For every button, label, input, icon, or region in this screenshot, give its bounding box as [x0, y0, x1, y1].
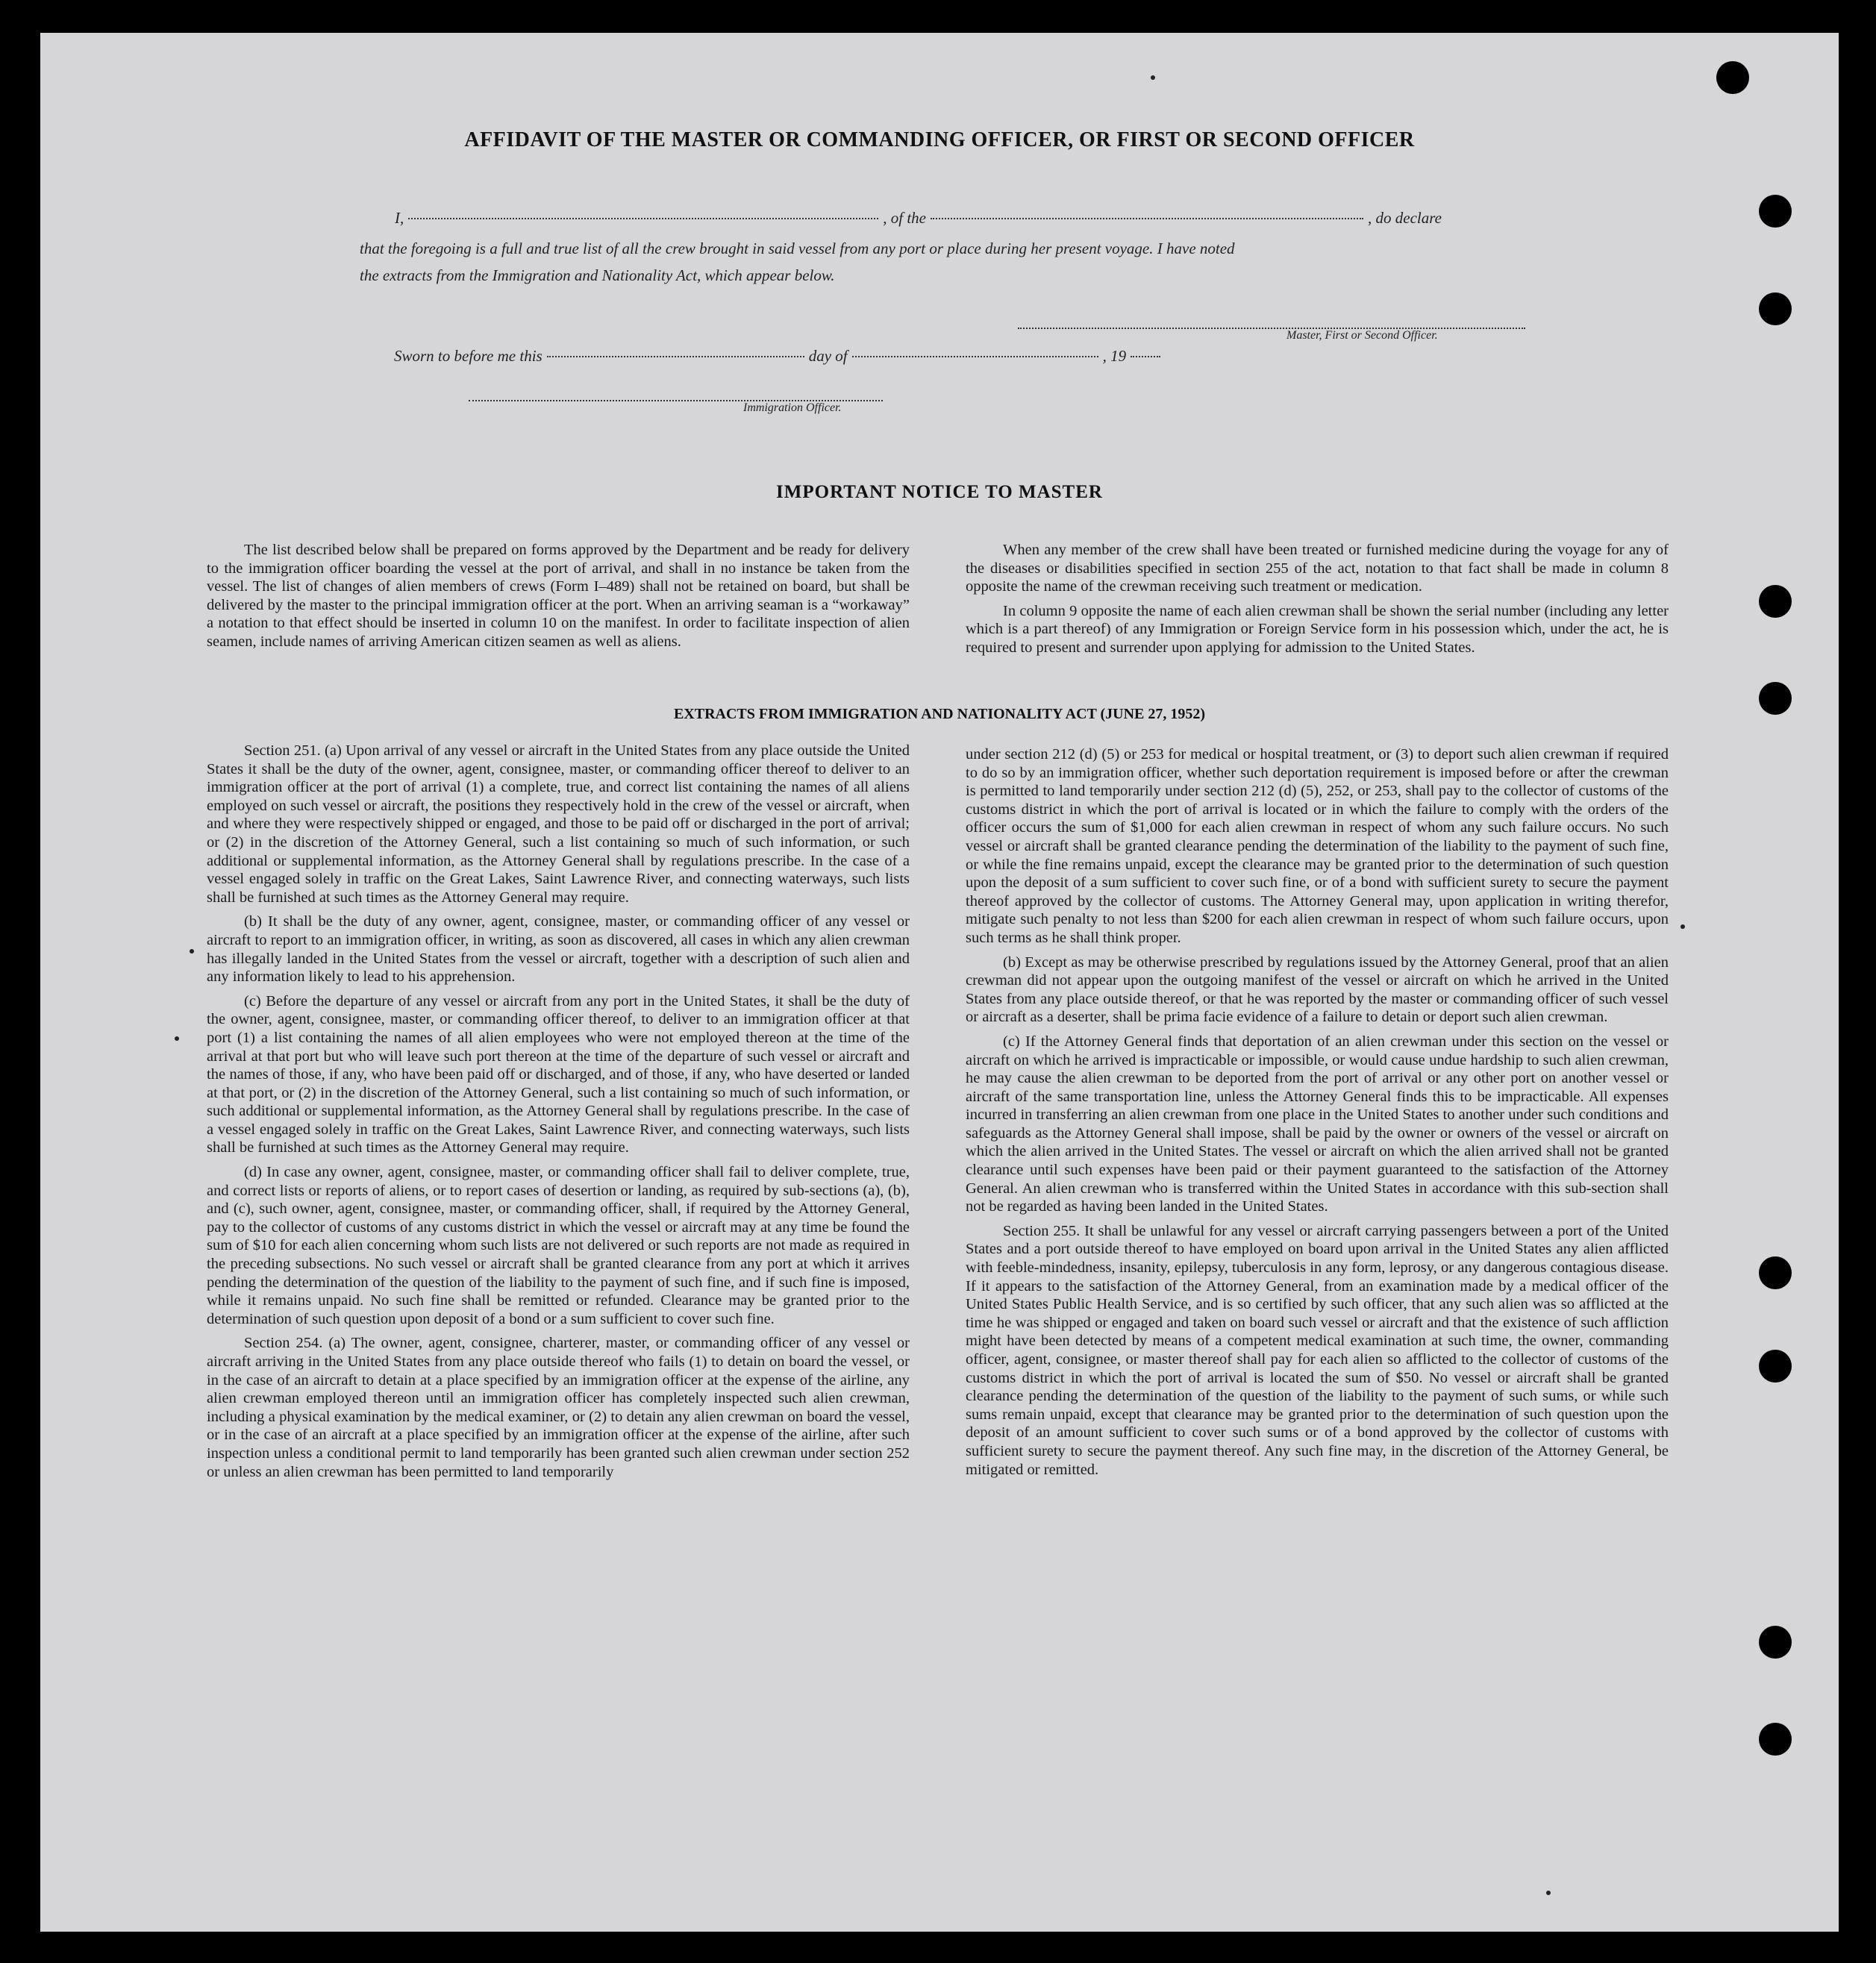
sworn-day-field[interactable] [547, 356, 804, 357]
section-paragraph: (b) It shall be the duty of any owner, agent, consignee, master, or commanding officer of any vessel or aircraft to report to an immigration officer, in writing, as soon as discovered, all cases in which any alien crewman has illegally landed in the United States from the vessel or aircraft, together with a description of such alien and any information likely to lead to his apprehension. [207, 913, 910, 986]
sworn-year-field[interactable] [1131, 356, 1160, 357]
extracts-title: EXTRACTS FROM IMMIGRATION AND NATIONALITY ACT (JUNE 27, 1952) [673, 706, 1206, 722]
section-paragraph: (c) If the Attorney General finds that deportation of an alien crewman under this section on the vessel or aircraft on which he arrived is impracticable or impossible, or would cause undue hardship to such alien crewman, he may cause the alien crewman to be deported from the port of arrival or any other port on another vessel or aircraft of the same transportation line, unless the Attorney General finds this to be impracticable. All expenses incurred in transferring an alien crewman from one place in the United States to another under such conditions and safeguards as the Attorney General shall impose, shall be paid by the owner or owners of the vessel or aircraft on which the alien arrived in the United States. The vessel or aircraft on which the alien arrived shall not be granted clearance until such expenses have been paid or their payment guaranteed to the satisfaction of the Attorney General. An alien crewman who is transferred within the United States in accordance with this sub-section shall not be regarded as having been landed in the United States. [966, 1033, 1669, 1215]
binder-hole [1759, 292, 1792, 325]
binder-hole [1759, 1626, 1792, 1659]
do-declare-label: , do declare [1368, 209, 1442, 227]
vessel-name-field[interactable] [931, 218, 1363, 219]
notice-paragraph: When any member of the crew shall have been treated or furnished medicine during the voyage for any of the diseases or disabilities specified in section 255 of the act, notation to that fact shall be made in column 8 opposite the name of the crewman receiving such treatment or medication. [966, 542, 1669, 595]
master-signature-label: Master, First or Second Officer. [1286, 329, 1438, 342]
binder-hole [1759, 585, 1792, 618]
binder-hole [1759, 1350, 1792, 1383]
notice-right-column [966, 541, 1669, 663]
sworn-label: Sworn to before me this [394, 347, 543, 365]
section-paragraph: Section 254. (a) The owner, agent, consignee, charterer, master, or commanding officer of any vessel or aircraft arriving in the United States from any place outside thereof who fails (1) to detain on board the vessel, or in the case of an aircraft to detain at a place specified by an immigration officer at the expense of the airline, any alien crewman employed thereon until an immigration officer has completely inspected such alien crewman, including a physical examination by the medical examiner, or (2) to detain any alien crewman on board the vessel, or in the case of an aircraft at a place specified by an immigration officer at the expense of the airline, after such inspection unless a conditional permit to land temporarily has been granted such alien crewman under section 252 or unless an alien crewman has been permitted to land temporarily [207, 1335, 910, 1480]
speck [1680, 924, 1685, 929]
declarant-name-field[interactable] [408, 218, 878, 219]
master-signature-line[interactable] [1018, 328, 1525, 329]
speck [175, 1036, 179, 1041]
binder-hole [1759, 1723, 1792, 1756]
section-paragraph: Section 255. It shall be unlawful for any vessel or aircraft carrying passengers between a port of the United States and a port outside thereof to have employed on board upon arrival in the United States any alien afflicted with feeble-mindedness, insanity, epilepsy, tuberculosis in any form, leprosy, or any dangerous contagious disease. If it appears to the satisfaction of the Attorney General, from an examination made by a medical officer of the United States Public Health Service, and is so certified by such officer, that any such alien was so afflicted at the time he was shipped or engaged and taken on board such vessel or aircraft and that the existence of such affliction might have been detected by means of a competent medical examination at such time, the owner, commanding officer, agent, consignee, or master thereof shall pay for each alien so afflicted to the collector of customs of the customs district in which the port of arrival is located the sum of $50. No vessel or aircraft shall be granted clearance pending the determination of the question of the liability to the payment of such sums, or while such sums remain unpaid, except that clearance may be granted prior to the determination of such question upon the deposit of an amount sufficient to cover such sums or of a bond approved by the collector of customs with sufficient surety to secure the payment thereof. Any such fine may, in the discretion of the Attorney General, be mitigated or remitted. [966, 1222, 1669, 1478]
year-label: , 19 [1102, 347, 1127, 365]
speck [1546, 1891, 1551, 1895]
statement-line-1: that the foregoing is a full and true list of all the crew brought in said vessel from any port or place during her present voyage. I have noted [360, 239, 1235, 257]
extracts-left-column [207, 742, 910, 1487]
section-paragraph: (d) In case any owner, agent, consignee, master, or commanding officer shall fail to deliver complete, true, and correct lists or reports of aliens, or to report cases of desertion or landing, as required by sub-sections (a), (b), and (c), such owner, agent, consignee, master, or commanding officer, shall, if required by the Attorney General, pay to the collector of customs of any customs district in which the vessel or aircraft may at any time be found the sum of $10 for each alien concerning whom such lists are not delivered or such reports are not made as required in the preceding subsections. No such vessel or aircraft shall be granted clearance from any port at which it arrives pending the determination of the question of the liability to the payment of such fine, and if such fine is imposed, while it remains unpaid. No such fine shall be remitted or refunded. Clearance may be granted prior to the determination of such question upon deposit of a bond or a sum sufficient to cover such fine. [207, 1164, 910, 1327]
i-label: I, [395, 209, 404, 227]
statement-line-2: the extracts from the Immigration and Nationality Act, which appear below. [360, 266, 835, 284]
officer-signature-label: Immigration Officer. [743, 401, 842, 414]
of-the-label: , of the [883, 209, 926, 227]
speck [1151, 75, 1155, 80]
document-page [40, 33, 1839, 1932]
extracts-right-column [966, 745, 1669, 1485]
binder-hole [1716, 61, 1749, 94]
sworn-month-field[interactable] [852, 356, 1098, 357]
section-paragraph: (b) Except as may be otherwise prescribed by regulations issued by the Attorney General, proof that an alien crewman did not appear upon the outgoing manifest of the vessel or aircraft on which he arrived in the United States from any place outside thereof, or that he was reported by the master or commanding officer of such vessel or aircraft as a deserter, shall be prima facie evidence of a failure to detain or deport such alien crewman. [966, 954, 1669, 1026]
speck [190, 949, 194, 954]
declaration-statement [360, 235, 1569, 289]
affidavit-title: AFFIDAVIT OF THE MASTER OR COMMANDING OFFICER, OR FIRST OR SECOND OFFICER [464, 128, 1415, 151]
binder-hole [1759, 1256, 1792, 1289]
notice-paragraph: The list described below shall be prepared on forms approved by the Department and be ready for delivery to the immigration officer boarding the vessel at the port of arrival, and shall in no instance be taken from the vessel. The list of changes of alien members of crews (Form I–489) shall not be retained on board, but shall be delivered by the master to the principal immigration officer at the port. When an arriving seaman is a “workaway” a notation to that effect should be inserted in column 10 on the manifest. In order to facilitate inspection of alien seamen, include names of arriving American citizen seamen as well as aliens. [207, 542, 910, 650]
binder-hole [1759, 682, 1792, 715]
notice-title: IMPORTANT NOTICE TO MASTER [776, 482, 1103, 502]
section-paragraph: Section 251. (a) Upon arrival of any vessel or aircraft in the United States from any place outside the United States it shall be the duty of the owner, agent, consignee, master, or commanding officer thereof to deliver to an immigration officer at the port of arrival (1) a complete, true, and correct list containing the names of all aliens employed on such vessel or aircraft, the positions they respectively hold in the crew of the vessel or aircraft, when and where they were respectively shipped or engaged, and those to be paid off or discharged in the port of arrival; or (2) in the discretion of the Attorney General, such a list containing so much of such information, or such additional or supplemental information, as the Attorney General shall by regulations prescribe. In the case of a vessel engaged solely in traffic on the Great Lakes, Saint Lawrence River, and connecting waterways, such lists shall be furnished at such times as the Attorney General may require. [207, 742, 910, 906]
section-paragraph: (c) Before the departure of any vessel or aircraft from any port in the United States, it shall be the duty of the owner, agent, consignee, master, or commanding officer thereof, to deliver to an immigration officer at that port (1) a list containing the names of all alien employees who were not employed thereon at the time of the arrival at that port but who will leave such port thereon at the time of the departure of such vessel or aircraft and the names of those, if any, who have been paid off or discharged, and of those, if any, who have deserted or landed at that port, or (2) in the discretion of the Attorney General, such a list containing so much of such information, or such additional or supplemental information, as the Attorney General shall by regulations prescribe. In the case of a vessel engaged solely in traffic on the Great Lakes, Saint Lawrence River, and connecting waterways, such lists shall be furnished at such times as the Attorney General may require. [207, 992, 910, 1156]
sworn-line [394, 347, 1165, 366]
binder-hole [1759, 195, 1792, 228]
declaration-line [395, 209, 1555, 228]
section-paragraph: under section 212 (d) (5) or 253 for medical or hospital treatment, or (3) to deport such alien crewman if required to do so by an immigration officer, whether such deportation requirement is imposed before or after the crewman is permitted to land temporarily under section 212 (d) (5), 252, or 253, shall pay to the collector of customs of the customs district in which the port of arrival is located or in which the failure to comply with the orders of the officer occurs the sum of $1,000 for each alien crewman in respect of whom any such failure occurs. No such vessel or aircraft shall be granted clearance pending the determination of the liability to the payment of such fine, or while the fine remains unpaid, except the clearance may be granted prior to the determination of such question upon the deposit of a sum sufficient to cover such fine, or of a bond with sufficient surety to secure the payment thereof approved by the collector of customs. The Attorney General may, upon application in writing therefor, mitigate such penalty to not less than $200 for each alien crewman in respect of whom such failure occurs, upon such terms as he shall think proper. [966, 746, 1669, 946]
notice-left-column [207, 541, 910, 657]
day-of-label: day of [808, 347, 848, 365]
notice-paragraph: In column 9 opposite the name of each alien crewman shall be shown the serial number (including any letter which is a part thereof) of any Immigration or Foreign Service form in his possession which, under the act, he is required to present and surrender upon applying for admission to the United States. [966, 602, 1669, 656]
